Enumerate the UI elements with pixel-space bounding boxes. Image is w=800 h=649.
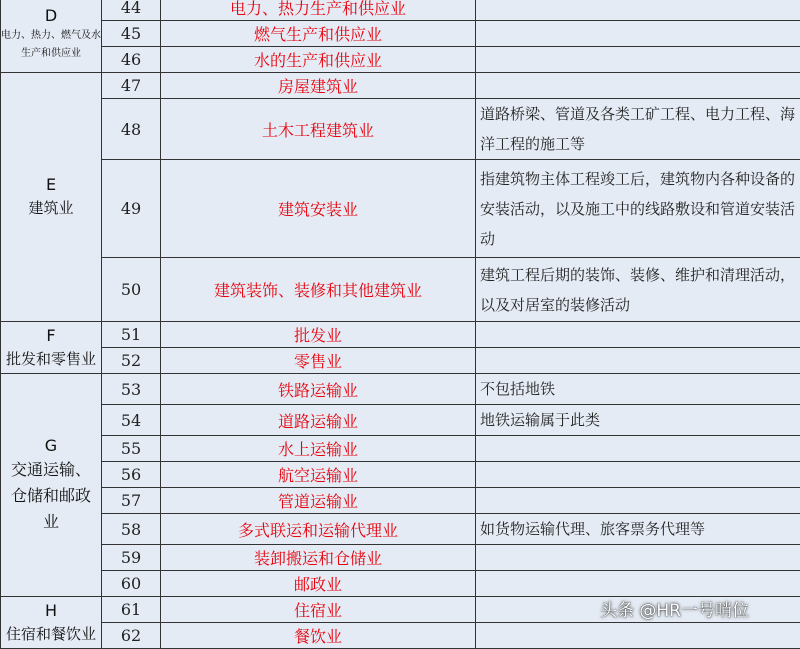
industry-note: 不包括地铁 [476,374,800,405]
industry-number: 56 [102,462,161,488]
industry-name: 装卸搬运和仓储业 [161,545,476,571]
industry-note [476,0,800,21]
industry-name: 铁路运输业 [161,374,476,405]
industry-number: 62 [102,623,161,649]
industry-note [476,73,800,99]
category-cell-d [1,0,102,73]
industry-number: 54 [102,405,161,436]
industry-number: 46 [102,47,161,73]
industry-note [476,322,800,348]
industry-name: 水的生产和供应业 [161,47,476,73]
table-row [1,47,800,73]
industry-note: 道路桥梁、管道及各类工矿工程、电力工程、海洋工程的施工等 [476,99,800,160]
category-code: D [1,5,101,27]
industry-note: 指建筑物主体工程竣工后，建筑物内各种设备的安装活动，以及施工中的线路敷设和管道安装活动 [476,160,800,258]
table-row [1,405,800,436]
industry-name: 土木工程建筑业 [161,99,476,160]
industry-number: 57 [102,488,161,514]
industry-number: 51 [102,322,161,348]
industry-note [476,571,800,597]
table-row [1,99,800,160]
industry-name: 水上运输业 [161,436,476,462]
industry-name: 餐饮业 [161,623,476,649]
industry-name: 燃气生产和供应业 [161,21,476,47]
category-code: F [1,325,101,347]
industry-number: 52 [102,348,161,374]
category-name: 电力、热力、燃气及水生产和供应业 [1,27,101,63]
category-code: E [1,174,101,196]
industry-name: 管道运输业 [161,488,476,514]
category-name: 批发和零售业 [1,347,101,371]
industry-note: 地铁运输属于此类 [476,405,800,436]
table-row [1,514,800,545]
table-row [1,571,800,597]
industry-note [476,47,800,73]
industry-number: 53 [102,374,161,405]
industry-note [476,545,800,571]
industry-name: 住宿业 [161,597,476,623]
industry-name: 零售业 [161,348,476,374]
category-name: 交通运输、仓储和邮政业 [5,457,97,535]
industry-note: 建筑工程后期的装饰、装修、维护和清理活动，以及对居室的装修活动 [476,258,800,322]
industry-note [476,348,800,374]
table-row [1,160,800,258]
table-row [1,348,800,374]
table-row [1,21,800,47]
industry-name: 建筑装饰、装修和其他建筑业 [161,258,476,322]
industry-number: 55 [102,436,161,462]
industry-note [476,623,800,649]
industry-number: 58 [102,514,161,545]
industry-number: 50 [102,258,161,322]
industry-name: 多式联运和运输代理业 [161,514,476,545]
industry-name: 航空运输业 [161,462,476,488]
industry-number: 49 [102,160,161,258]
industry-name: 批发业 [161,322,476,348]
category-cell-f [1,322,102,374]
table-row [1,488,800,514]
industry-name: 道路运输业 [161,405,476,436]
category-name: 住宿和餐饮业 [1,622,101,646]
table-row [1,374,800,405]
table-row [1,0,800,21]
table-row [1,462,800,488]
industry-note [476,488,800,514]
category-cell-g [1,374,102,597]
industry-number: 60 [102,571,161,597]
industry-name: 建筑安装业 [161,160,476,258]
table-row [1,322,800,348]
watermark: 头条 @HR一号哨位 [600,596,749,621]
category-cell-e [1,73,102,322]
industry-name: 邮政业 [161,571,476,597]
category-name: 建筑业 [1,196,101,220]
industry-number: 61 [102,597,161,623]
industry-number: 44 [102,0,161,21]
table-row [1,258,800,322]
industry-note [476,462,800,488]
industry-number: 45 [102,21,161,47]
industry-name: 房屋建筑业 [161,73,476,99]
industry-note: 如货物运输代理、旅客票务代理等 [476,514,800,545]
industry-note [476,436,800,462]
industry-number: 47 [102,73,161,99]
industry-number: 48 [102,99,161,160]
table-row [1,436,800,462]
category-cell-h [1,597,102,649]
industry-name: 电力、热力生产和供应业 [161,0,476,21]
industry-note [476,21,800,47]
industry-number: 59 [102,545,161,571]
table-row [1,545,800,571]
category-code: G [1,435,101,457]
table-row [1,623,800,649]
table-row [1,73,800,99]
category-code: H [1,600,101,622]
